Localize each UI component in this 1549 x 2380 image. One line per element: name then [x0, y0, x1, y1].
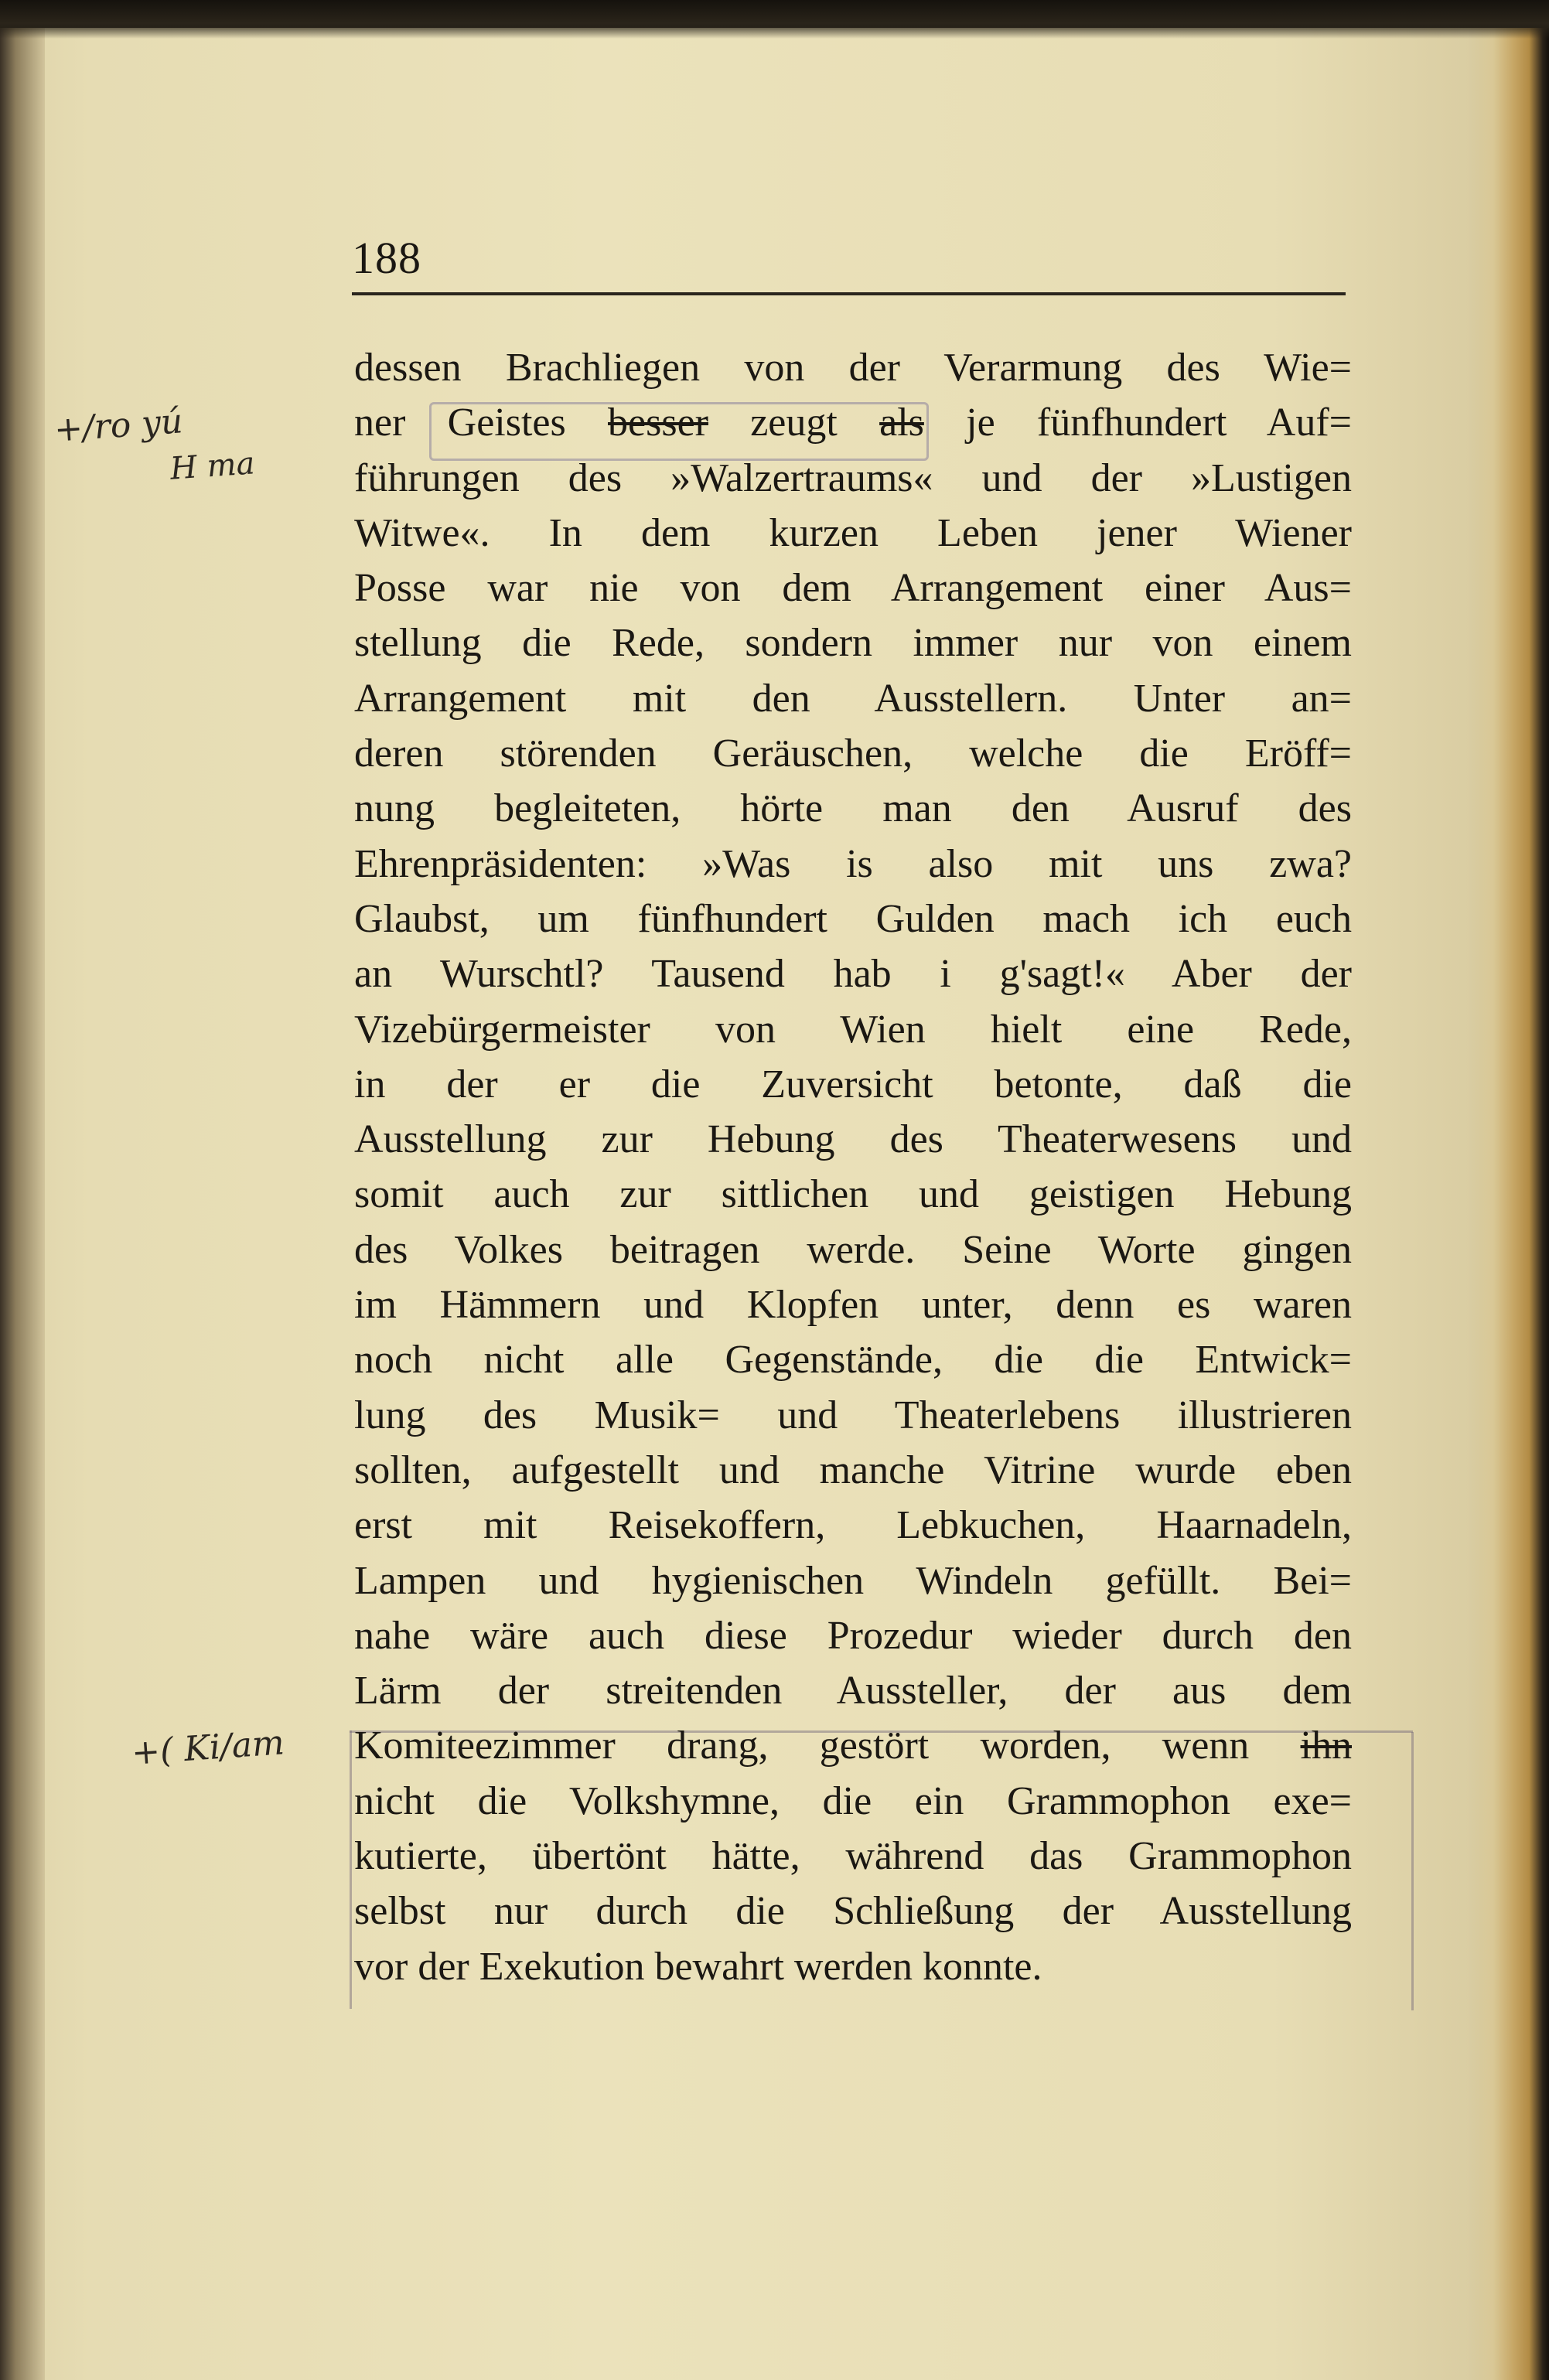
text-line: Ausstellung zur Hebung des Theaterwesens und	[354, 1117, 1352, 1162]
struck-word: besser	[608, 401, 708, 445]
text-line: erst mit Reisekoffern, Lebkuchen, Haarnadeln,	[354, 1503, 1352, 1548]
text-line: nicht die Volkshymne, die ein Grammophon exe=	[354, 1778, 1352, 1823]
text-line: nung begleiteten, hörte man den Ausruf des	[354, 786, 1352, 831]
text-line: kutierte, übertönt hätte, während das Grammophon	[354, 1834, 1352, 1879]
text-line: sollten, aufgestellt und manche Vitrine wurde eben	[354, 1447, 1352, 1492]
header-rule	[352, 292, 1346, 295]
text-line: Glaubst, um fünfhundert Gulden mach ich euch	[354, 896, 1352, 941]
text-line: Lärm der streitenden Aussteller, der aus dem	[354, 1669, 1352, 1713]
text-line: noch nicht alle Gegenstände, die die Entwick=	[354, 1338, 1352, 1383]
text-fragment: ner Geistes	[354, 401, 609, 445]
margin-note: H ma	[169, 445, 256, 487]
text-fragment: je fünfhundert Auf=	[923, 401, 1352, 445]
text-line	[354, 395, 1352, 450]
text-line: an Wurschtl? Tausend hab i g'sagt!« Aber der	[354, 952, 1352, 997]
text-line	[354, 1718, 1352, 1773]
text-line: Ehrenpräsidenten: »Was is also mit uns zwa?	[354, 841, 1352, 886]
text-line: Lampen und hygienischen Windeln gefüllt. Bei=	[354, 1558, 1352, 1603]
text-line: führungen des »Walzertraums« und der »Lustigen	[354, 455, 1352, 500]
text-line: deren störenden Geräuschen, welche die Eröff=	[354, 731, 1352, 776]
text-line: Arrangement mit den Ausstellern. Unter an=	[354, 676, 1352, 721]
text-line: dessen Brachliegen von der Verarmung des Wie=	[354, 346, 1352, 390]
pencil-margin-line	[1411, 1732, 1414, 2010]
text-fragment: zeugt	[708, 401, 880, 445]
book-spine-edge	[1469, 28, 1549, 2380]
struck-word: als	[879, 401, 924, 445]
text-line: des Volkes beitragen werde. Seine Worte gingen	[354, 1227, 1352, 1272]
text-line: Witwe«. In dem kurzen Leben jener Wiener	[354, 510, 1352, 555]
struck-word: ihn	[1300, 1724, 1352, 1768]
body-text	[354, 340, 1352, 1994]
text-line: in der er die Zuversicht betonte, daß die	[354, 1062, 1352, 1106]
text-line: lung des Musik= und Theaterlebens illustrieren	[354, 1393, 1352, 1437]
text-fragment: Komiteezimmer drang, gestört worden, wenn	[354, 1724, 1301, 1768]
page-top-shadow	[0, 0, 1549, 39]
margin-note: +( Ki/am	[130, 1723, 286, 1773]
page-left-shadow	[0, 28, 45, 2380]
text-line: selbst nur durch die Schließung der Ausstellung	[354, 1889, 1352, 1934]
text-line: stellung die Rede, sondern immer nur von einem	[354, 621, 1352, 666]
margin-note: +/ro yú	[53, 401, 184, 450]
text-line: somit auch zur sittlichen und geistigen Hebung	[354, 1172, 1352, 1217]
text-line: Posse war nie von dem Arrangement einer Aus=	[354, 566, 1352, 611]
text-line: vor der Exekution bewahrt werden konnte.	[354, 1944, 1042, 1989]
text-line: Vizebürgermeister von Wien hielt eine Rede,	[354, 1007, 1352, 1052]
pencil-margin-line	[350, 1730, 352, 2009]
page-number: 188	[352, 233, 421, 283]
text-line: nahe wäre auch diese Prozedur wieder durch den	[354, 1613, 1352, 1658]
text-line: im Hämmern und Klopfen unter, denn es waren	[354, 1283, 1352, 1328]
